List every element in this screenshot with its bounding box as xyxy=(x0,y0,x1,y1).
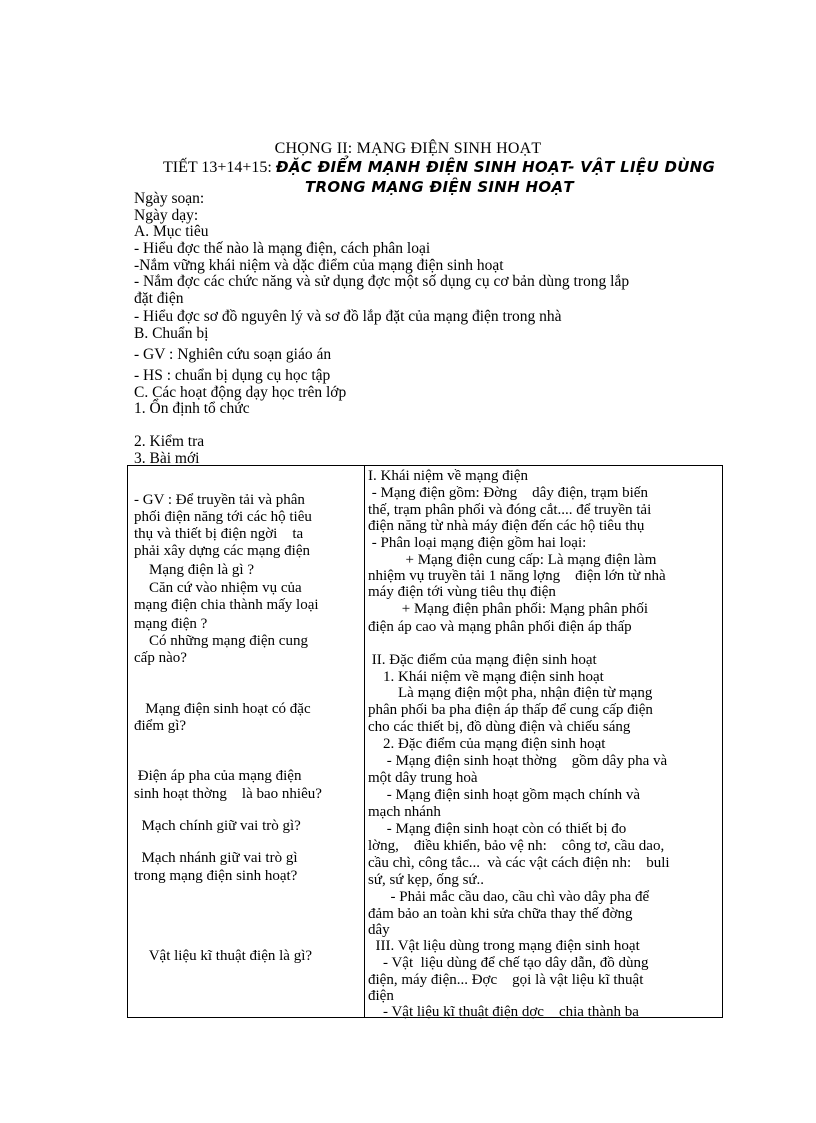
ngay-day: Ngày dạy: xyxy=(134,207,199,224)
right-line: dây xyxy=(368,922,390,938)
right-line: - Mạng điện sinh hoạt còn có thiết bị đo xyxy=(368,821,627,837)
ngay-soan: Ngày soạn: xyxy=(134,190,205,207)
right-line: 2. Đặc điểm của mạng điện sinh hoạt xyxy=(368,736,606,752)
section-hoat-dong: C. Các hoạt động dạy học trên lớp xyxy=(134,384,347,401)
section-chuan-bi: B. Chuẩn bị xyxy=(134,325,209,342)
table-row xyxy=(128,466,723,1018)
left-line: trong mạng điện sinh hoạt? xyxy=(134,868,298,884)
left-line: cấp nào? xyxy=(134,650,187,666)
left-line: điểm gì? xyxy=(134,718,187,734)
right-line: điện năng từ nhà máy điện đến các hộ tiêu thụ xyxy=(368,518,645,534)
right-line: + Mạng điện phân phối: Mạng phân phối xyxy=(368,601,649,617)
right-line: máy điện tới vùng tiêu thụ điện xyxy=(368,584,556,600)
section-muc-tieu: A. Mục tiêu xyxy=(134,223,209,240)
left-line: Mạch chính giữ vai trò gì? xyxy=(134,818,301,834)
lesson-title-line-1: ĐẶC ĐIỂM MẠNH ĐIỆN SINH HOẠT- VẬT LIỆU DÙNG xyxy=(275,158,716,176)
right-line: Là mạng điện một pha, nhận điện từ mạng xyxy=(368,685,653,701)
left-line: thụ và thiết bị điện ngời ta xyxy=(134,526,304,542)
right-line: điện, máy điện... Đợc gọi là vật liệu kĩ thuật xyxy=(368,972,644,988)
objective-2: -Nắm vững khái niệm và dặc điểm của mạng điện sinh hoạt xyxy=(134,257,504,274)
left-line: mạng điện chia thành mấy loại xyxy=(134,597,319,613)
content-cell xyxy=(365,466,723,1018)
left-line: - GV : Để truyền tải và phân xyxy=(134,492,305,508)
left-line: phải xây dựng các mạng điện xyxy=(134,543,310,559)
left-line: Vật liệu kĩ thuật điện là gì? xyxy=(134,948,313,964)
lesson-title-line-2: TRONG MẠNG ĐIỆN SINH HOẠT xyxy=(305,178,574,196)
prep-hs: - HS : chuẩn bị dụng cụ học tập xyxy=(134,367,331,384)
right-line: thế, trạm phân phối và đóng cắt.... để truyền tải xyxy=(368,502,652,518)
right-line: - Mạng điện sinh hoạt gồm mạch chính và xyxy=(368,787,641,803)
step-bai-moi: 3. Bài mới xyxy=(134,450,200,467)
left-line: Căn cứ vào nhiệm vụ của xyxy=(134,580,302,596)
prep-gv: - GV : Nghiên cứu soạn giáo án xyxy=(134,346,332,363)
chapter-heading: CHỌNG II: MẠNG ĐIỆN SINH HOẠT xyxy=(274,140,542,157)
right-line: 1. Khái niệm về mạng điện sinh hoạt xyxy=(368,669,604,685)
right-line: - Vật liệu dùng để chế tạo dây dẫn, đồ dùng xyxy=(368,955,649,971)
right-line: nhiệm vụ truyền tải 1 năng lợng điện lớn từ nhà xyxy=(368,568,666,584)
right-line: đảm bảo an toàn khi sửa chữa thay thế đờng xyxy=(368,906,633,922)
left-line: sinh hoạt thờng là bao nhiêu? xyxy=(134,786,322,802)
step-kiem-tra: 2. Kiểm tra xyxy=(134,433,205,450)
right-line: điện áp cao và mạng phân phối điện áp thấp xyxy=(368,619,632,635)
teacher-activity-cell xyxy=(128,466,365,1018)
objective-3-cont: đặt điện xyxy=(134,290,184,307)
right-line: một dây trung hoà xyxy=(368,770,478,786)
objective-4: - Hiểu đợc sơ đồ nguyên lý và sơ đồ lắp đặt của mạng điện trong nhà xyxy=(134,308,562,325)
left-line: Có những mạng điện cung xyxy=(134,633,308,649)
right-line: sứ, sứ kẹp, ống sứ.. xyxy=(368,872,485,888)
objective-3: - Nắm đợc các chức năng và sử dụng đợc một số dụng cụ cơ bản dùng trong lắp xyxy=(134,273,630,290)
right-line: lờng, điều khiển, bảo vệ nh: công tơ, cầu dao, xyxy=(368,838,665,854)
left-line: Mạng điện là gì ? xyxy=(134,562,254,578)
lesson-table xyxy=(127,465,723,1018)
lesson-heading xyxy=(163,158,715,177)
right-line: cho các thiết bị, đồ dùng điện và chiếu sáng xyxy=(368,719,631,735)
left-line: Điện áp pha của mạng điện xyxy=(134,768,302,784)
right-line: - Vật liệu kĩ thuật điện dợc chia thành ba xyxy=(368,1004,639,1020)
right-line: - Mạng điện gồm: Đờng dây điện, trạm biến xyxy=(368,485,648,501)
right-line: cầu chì, công tắc... và các vật cách điện nh: buli xyxy=(368,855,670,871)
right-line: điện xyxy=(368,988,394,1004)
lesson-number: TIẾT 13+14+15: xyxy=(163,159,276,176)
right-line: + Mạng điện cung cấp: Là mạng điện làm xyxy=(368,552,657,568)
right-line: I. Khái niệm về mạng điện xyxy=(368,468,528,484)
right-line: - Phân loại mạng điện gồm hai loại: xyxy=(368,535,587,551)
right-line: - Mạng điện sinh hoạt thờng gồm dây pha và xyxy=(368,753,668,769)
left-line: mạng điện ? xyxy=(134,616,208,632)
right-line: mạch nhánh xyxy=(368,804,441,820)
right-line: phân phối ba pha điện áp thấp để cung cấp điện xyxy=(368,702,653,718)
left-line: Mạng điện sinh hoạt có đặc xyxy=(134,701,311,717)
left-line: Mạch nhánh giữ vai trò gì xyxy=(134,850,298,866)
right-line: II. Đặc điểm của mạng điện sinh hoạt xyxy=(368,652,597,668)
right-line: III. Vật liệu dùng trong mạng điện sinh hoạt xyxy=(368,938,640,954)
step-on-dinh: 1. Ổn định tổ chức xyxy=(134,400,250,417)
objective-1: - Hiểu đợc thế nào là mạng điện, cách phân loại xyxy=(134,240,431,257)
right-line: - Phải mắc cầu dao, cầu chì vào dây pha để xyxy=(368,889,650,905)
left-line: phối điện năng tới các hộ tiêu xyxy=(134,509,312,525)
